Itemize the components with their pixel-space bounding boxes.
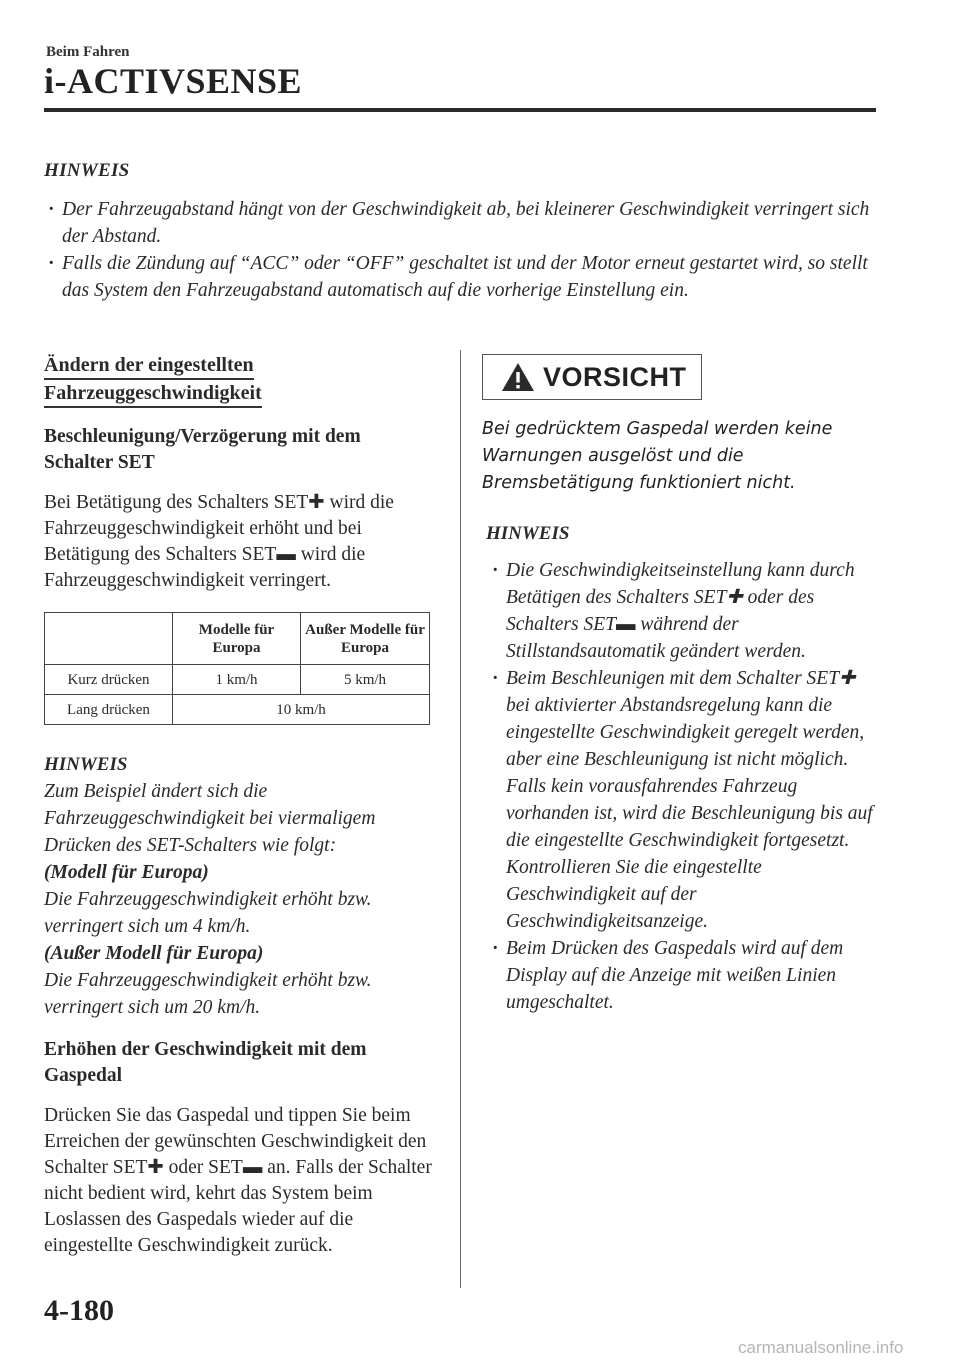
subheading-accelerator: Erhöhen der Geschwindigkeit mit dem Gaspedal [44,1039,367,1086]
note-label-non-europe: (Außer Modell für Europa) [44,943,264,964]
note-heading: HINWEIS [44,160,130,181]
note-list [44,196,884,304]
note-item: · Beim Beschleunigen mit dem Schalter SET✚ bei aktivierter Abstandsregelung kann die eingestellte Geschwindigkeit geregelt werden, aber eine Beschleunigung ist nicht möglich. Falls kein vorausfahrendes Fahrzeug vorhanden ist, wird die Beschleunigung bis auf die eingestellte Geschwindigkeit fortgesetzt. Kontrollieren Sie die eingestellte Geschwindigkeit auf der Geschwindigkeitsanzeige. [488,665,882,935]
table-header-europe: Modelle für Europa [173,613,301,665]
table-row [45,695,430,725]
table-cell: Kurz drücken [45,665,173,695]
caution-box [482,354,702,400]
table-header-row [45,613,430,665]
note-text-europe: Die Fahrzeuggeschwindigkeit erhöht bzw. verringert sich um 4 km/h. [44,889,372,937]
note-text-non-europe: Die Fahrzeuggeschwindigkeit erhöht bzw. verringert sich um 20 km/h. [44,970,372,1018]
page-number: 4-180 [44,1294,114,1327]
section-label: Beim Fahren [46,44,130,60]
note-text: Zum Beispiel ändert sich die Fahrzeuggeschwindigkeit bei viermaligem Drücken des SET-Schalters wie folgt: [44,781,376,856]
section-heading [44,352,434,408]
note-list [482,557,882,1016]
table-header-empty [45,613,173,665]
note-item: · Der Fahrzeugabstand hängt von der Geschwindigkeit ab, bei kleinerer Geschwindigkeit verringert sich der Abstand. [44,196,884,250]
note-heading: HINWEIS [486,523,570,544]
table-cell: 1 km/h [173,665,301,695]
paragraph-accelerator: Drücken Sie das Gaspedal und tippen Sie beim Erreichen der gewünschten Geschwindigkeit den Schalter SET✚ oder SET▬ an. Falls der Schalter nicht bedient wird, kehrt das System beim Loslassen des Gaspedals wieder auf die eingestellte Geschwindigkeit zurück. [44,1105,432,1256]
column-divider [460,350,461,1288]
note-right [482,523,882,1016]
note-heading: HINWEIS [44,754,128,775]
note-top [44,160,884,304]
page-title: i-ACTIVSENSE [44,61,303,101]
warning-triangle-icon [501,362,535,392]
table-cell: Lang drücken [45,695,173,725]
left-column [44,352,434,1259]
section-heading-line1: Ändern der eingestellten [44,352,254,380]
paragraph-set-switch: Bei Betätigung des Schalters SET✚ wird die Fahrzeuggeschwindigkeit erhöht und bei Betätigung des Schalters SET▬ wird die Fahrzeuggeschwindigkeit verringert. [44,492,394,591]
table-cell: 5 km/h [301,665,430,695]
speed-step-table [44,612,430,725]
header-divider [44,108,876,112]
note-item: · Beim Drücken des Gaspedals wird auf dem Display auf die Anzeige mit weißen Linien umgeschaltet. [488,935,882,1016]
right-column [482,354,882,1016]
table-header-non-europe: Außer Modelle für Europa [301,613,430,665]
table-cell: 10 km/h [173,695,430,725]
caution-label: VORSICHT [543,361,687,392]
note-item: · Falls die Zündung auf “ACC” oder “OFF” geschaltet ist und der Motor erneut gestartet wird, so stellt das System den Fahrzeugabstand automatisch auf die vorherige Einstellung ein. [44,250,884,304]
section-heading-line2: Fahrzeuggeschwindigkeit [44,380,262,408]
note-label-europe: (Modell für Europa) [44,862,209,883]
watermark: carmanualsonline.info [738,1338,904,1357]
note-left [44,751,434,1021]
note-item: · Die Geschwindigkeitseinstellung kann durch Betätigen des Schalters SET✚ oder des Schalters SET▬ während der Stillstandsautomatik geändert werden. [488,557,882,665]
subheading-set-switch: Beschleunigung/Verzögerung mit dem Schalter SET [44,426,361,473]
caution-text: Bei gedrücktem Gaspedal werden keine Warnungen ausgelöst und die Bremsbetätigung funktioniert nicht. [482,419,833,493]
table-row [45,665,430,695]
